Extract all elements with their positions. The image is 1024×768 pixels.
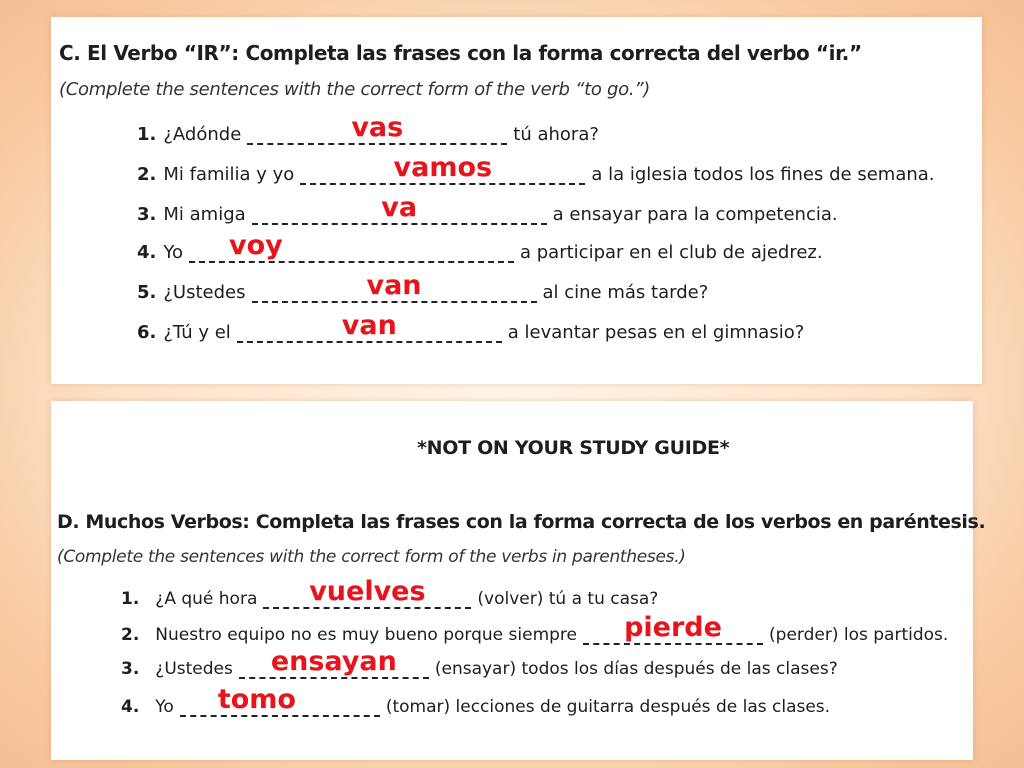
section-c-heading: C. El Verbo “IR”: Completa las frases con la forma correcta del verbo “ir.” xyxy=(59,41,862,65)
section-c-item-5 xyxy=(137,270,709,303)
section-c-item-2 xyxy=(137,152,935,185)
section-c-item-1 xyxy=(137,112,599,145)
item-number: 3. xyxy=(121,659,140,679)
answer-blank[interactable] xyxy=(583,612,763,645)
answer-blank[interactable] xyxy=(263,576,471,609)
answer-text: vuelves xyxy=(309,576,426,607)
answer-text: tomo xyxy=(217,684,296,715)
answer-blank[interactable] xyxy=(189,230,514,263)
answer-text: pierde xyxy=(624,612,722,643)
section-d-heading: D. Muchos Verbos: Completa las frases con la forma correcta de los verbos en paréntesis. xyxy=(57,511,986,533)
answer-text: van xyxy=(341,310,397,341)
item-text-after: a ensayar para la competencia. xyxy=(552,204,838,225)
section-d-item-1 xyxy=(121,576,659,609)
answer-text: ensayan xyxy=(270,646,397,677)
item-text-before: Mi familia y yo xyxy=(163,164,295,185)
section-c-subtitle: (Complete the sentences with the correct form of the verb “to go.”) xyxy=(59,79,650,100)
answer-blank[interactable] xyxy=(237,310,502,343)
section-c-item-6 xyxy=(137,310,805,343)
item-text-after: al cine más tarde? xyxy=(542,282,709,303)
item-text-before: ¿A qué hora xyxy=(155,589,258,609)
answer-blank[interactable] xyxy=(239,646,429,679)
section-c-card xyxy=(51,17,982,384)
item-text-after: a levantar pesas en el gimnasio? xyxy=(507,322,805,343)
item-text-before: ¿Ustedes xyxy=(155,659,233,679)
item-number: 1. xyxy=(121,589,140,609)
item-number: 2. xyxy=(137,164,157,185)
answer-blank[interactable] xyxy=(180,684,380,717)
answer-text: voy xyxy=(229,230,283,261)
item-number: 1. xyxy=(137,124,157,145)
study-guide-notice: *NOT ON YOUR STUDY GUIDE* xyxy=(417,437,730,459)
item-number: 4. xyxy=(137,242,157,263)
item-text-after: a la iglesia todos los fines de semana. xyxy=(591,164,935,185)
section-d-card xyxy=(51,401,986,760)
item-text-before: Yo xyxy=(163,242,183,263)
item-number: 3. xyxy=(137,204,157,225)
answer-text: vas xyxy=(351,112,404,143)
item-text-after: tú ahora? xyxy=(513,124,599,145)
section-c-item-3 xyxy=(137,192,838,225)
item-text-before: ¿Ustedes xyxy=(163,282,246,303)
item-text-before: ¿Tú y el xyxy=(163,322,231,343)
section-d-item-2 xyxy=(121,612,949,645)
item-text-before: Mi amiga xyxy=(163,204,246,225)
item-number: 6. xyxy=(137,322,157,343)
item-text-after: a participar en el club de ajedrez. xyxy=(520,242,823,263)
section-c-item-4 xyxy=(137,230,823,263)
item-text-after: (ensayar) todos los días después de las clases? xyxy=(434,659,838,679)
item-text-before: Nuestro equipo no es muy bueno porque siempre xyxy=(155,625,578,645)
answer-text: vamos xyxy=(393,152,493,183)
answer-blank[interactable] xyxy=(252,192,547,225)
answer-text: van xyxy=(366,270,422,301)
section-d-subtitle: (Complete the sentences with the correct form of the verbs in parentheses.) xyxy=(57,547,686,567)
answer-text: va xyxy=(381,192,418,223)
item-text-before: ¿Adónde xyxy=(163,124,242,145)
answer-blank[interactable] xyxy=(300,152,585,185)
answer-blank[interactable] xyxy=(247,112,507,145)
item-text-after: (tomar) lecciones de guitarra después de las clases. xyxy=(385,697,831,717)
item-number: 5. xyxy=(137,282,157,303)
item-number: 2. xyxy=(121,625,140,645)
section-d-item-4 xyxy=(121,684,831,717)
section-d-item-3 xyxy=(121,646,838,679)
item-text-after: (volver) tú a tu casa? xyxy=(477,589,659,609)
item-text-before: Yo xyxy=(155,697,174,717)
answer-blank[interactable] xyxy=(252,270,537,303)
item-number: 4. xyxy=(121,697,140,717)
item-text-after: (perder) los partidos. xyxy=(769,625,949,645)
